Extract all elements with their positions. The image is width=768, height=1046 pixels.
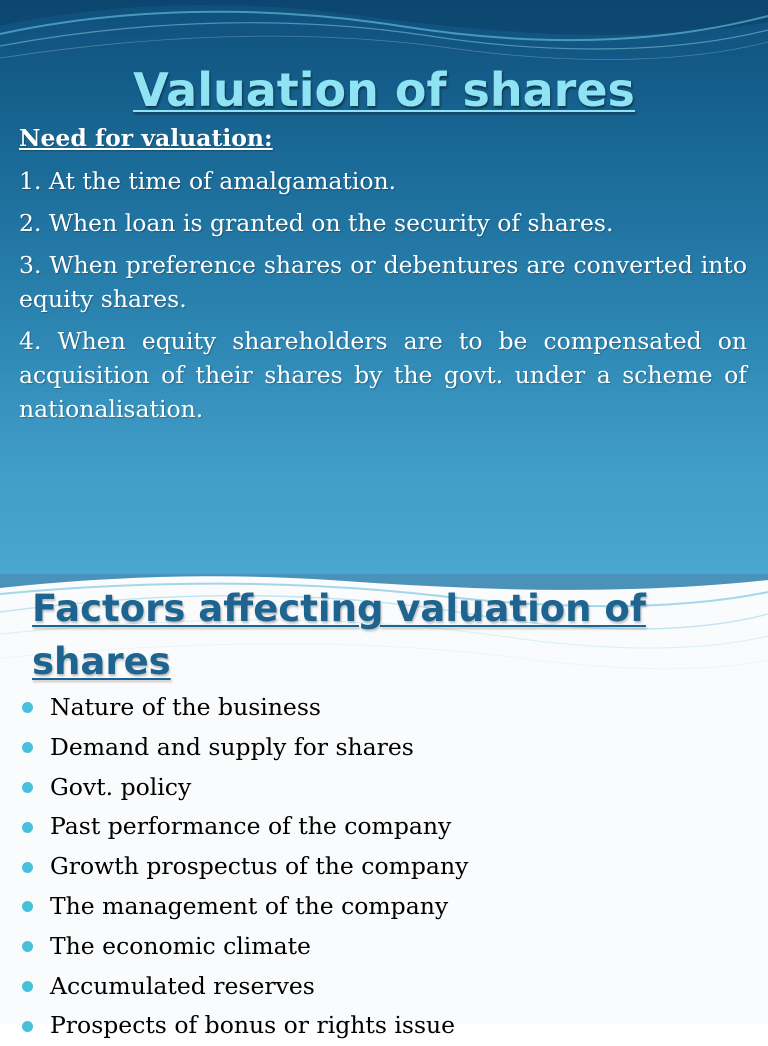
bullet-dot-icon <box>22 941 33 952</box>
list-item-label: Govt. policy <box>50 772 192 801</box>
list-item <box>22 887 752 927</box>
bullet-dot-icon <box>22 822 33 833</box>
list-item <box>22 967 752 1007</box>
bullet-dot-icon <box>22 981 33 992</box>
slide-content <box>19 121 747 434</box>
bullet-dot-icon <box>22 782 33 793</box>
list-item <box>22 688 752 728</box>
bullet-dot-icon <box>22 862 33 873</box>
list-item-label: Nature of the business <box>50 693 321 721</box>
section-heading: Need for valuation: <box>19 124 273 152</box>
list-item-label: Prospects of bonus or rights issue <box>50 1011 456 1040</box>
list-item: 1. At the time of amalgamation. <box>19 167 397 195</box>
list-item <box>22 807 752 847</box>
bullet-dot-icon <box>22 1021 33 1032</box>
list-item-label: Accumulated reserves <box>50 971 315 1000</box>
list-item-label: The economic climate <box>50 931 311 960</box>
list-item <box>22 1006 752 1046</box>
list-item-label: The management of the company <box>50 891 449 920</box>
slide-title: Valuation of shares <box>133 63 635 117</box>
slide-title: Factors affecting valuation of shares <box>32 587 646 683</box>
bullet-dot-icon <box>22 901 33 912</box>
list-item: 2. When loan is granted on the security of shares. <box>19 209 614 237</box>
bullet-dot-icon <box>22 702 33 713</box>
list-item: 4. When equity shareholders are to be compensated on acquisition of their shares by the govt. under a scheme of nationalisation. <box>19 327 747 423</box>
slide-factors <box>0 574 768 1040</box>
list-item-label: Past performance of the company <box>50 812 452 841</box>
list-item <box>22 768 752 808</box>
list-item-label: Demand and supply for shares <box>50 732 414 761</box>
factors-list <box>22 688 752 1046</box>
bullet-dot-icon <box>22 742 33 753</box>
list-item <box>22 927 752 967</box>
list-item <box>22 847 752 887</box>
list-item <box>22 728 752 768</box>
list-item-label: Growth prospectus of the company <box>50 852 469 881</box>
list-item: 3. When preference shares or debentures are converted into equity shares. <box>19 251 747 313</box>
